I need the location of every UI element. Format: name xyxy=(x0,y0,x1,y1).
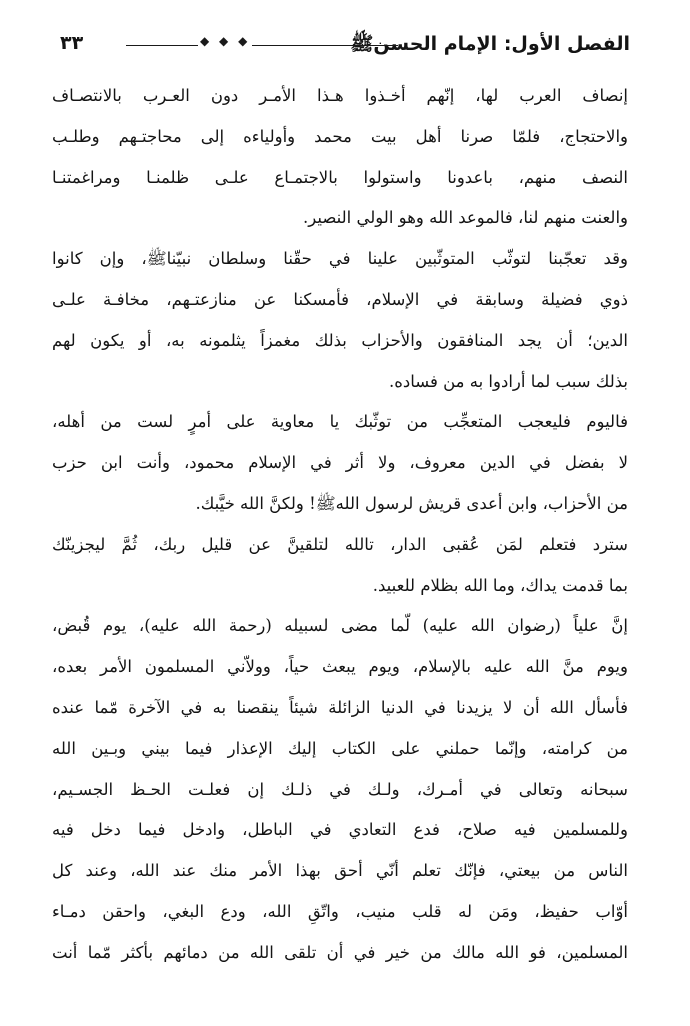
text-line: ذوي فضيلة وسابقة في الإسلام، فأمسكنا عن منازعتـهم، مخافـة علـى xyxy=(52,289,628,309)
text-line: فاليوم فليعجب المتعجِّب من توثّبك يا معاوية على أمرٍ لست من أهله، xyxy=(52,412,628,432)
text-line: والعنت منهم لنا، فالموعد الله وهو الولي النصير. xyxy=(303,208,628,228)
text-line: من الأحزاب، وابن أعدى قريش لرسول اللهﷺ! ولكنَّ الله خيَّبك. xyxy=(195,493,628,513)
text-line: ويوم منَّ الله عليه بالإسلام، ويوم يبعث حياً، وولاّني المسلمون الأمر بعده، xyxy=(52,657,628,677)
running-header xyxy=(60,28,630,62)
text-line: الدين؛ أن يجد المنافقون والأحزاب بذلك مغمزاً يثلمونه به، أو يكون لهم xyxy=(52,330,628,350)
text-line: من كرامته، وإنّما حملني على الكتاب إليك الإعذار فيما بيني وبـين الله xyxy=(52,738,628,758)
paragraph xyxy=(52,402,628,524)
text-line: بما قدمت يداك، وما الله بظلام للعبيد. xyxy=(372,575,628,595)
text-line: سترد فتعلم لمَن عُقبى الدار، تالله لتلقينَّ عن قليل ربك، ثُمَّ ليجزينّك xyxy=(52,534,628,554)
text-line: فأسأل الله أن لا يزيدنا في الدنيا الزائلة شيئاً ينقصنا به في الآخرة مّما عنده xyxy=(52,697,628,717)
text-line: الناس من بيعتي، فإنّك تعلم أنّي أحق بهذا الأمر منك عند الله، وعند كل xyxy=(52,861,628,881)
paragraph xyxy=(52,76,628,239)
text-line: بذلك سبب لما أرادوا به من فساده. xyxy=(388,371,628,391)
paragraph xyxy=(52,525,628,607)
chapter-title: الفصل الأول: الإمام الحسنﷺ xyxy=(350,33,630,55)
page-number: ٣٣ xyxy=(60,32,84,54)
paragraph xyxy=(52,239,628,402)
text-line: لا بفضل في الدين معروف، ولا أثر في الإسلام محمود، وأنت ابن حزب xyxy=(52,453,628,473)
text-line: النصف منهم، باعدونا واستولوا بالاجتمـاع علـى ظلمنـا ومراغمتنـا xyxy=(52,167,628,187)
header-rule xyxy=(126,45,398,46)
text-line: إنَّ علياً (رضوان الله عليه) لّما مضى لسبيله (رحمة الله عليه)، يوم قُبض، xyxy=(52,616,628,636)
text-line: وللمسلمين فيه صلاح، فدع التعادي في الباطل، وادخل فيما دخل فيه xyxy=(52,820,628,840)
text-line: إنصاف العرب لها، إنّهم أخـذوا هـذا الأمـر دون العـرب بالانتصـاف xyxy=(52,86,628,105)
diamond-ornament-icon: ◆ ◆ ◆ xyxy=(200,34,251,48)
text-line: أوّاب حفيظ، ومَن له قلب منيب، واتّقِ الله، ودع البغي، واحقن دمـاء xyxy=(52,901,628,921)
text-line: سبحانه وتعالى في أمـرك، ولـك في ذلـك إن فعلـت الحـظ الجسـيم، xyxy=(52,779,628,799)
text-line: وقد تعجّبنا لتوثّب المتوثّبين علينا في حقّنا وسلطان نبيّناﷺ، وإن كانوا xyxy=(52,249,628,269)
text-line: المسلمين، فو الله مالك من خير في أن تلقى الله من دمائهم بأكثر مّما أنت xyxy=(52,942,628,962)
paragraph xyxy=(52,606,628,973)
body-text xyxy=(52,76,628,974)
text-line: والاحتجاج، فلمّا صرنا أهل بيت محمد وأولياءه إلى محاجتـهم وطلـب xyxy=(52,126,628,146)
